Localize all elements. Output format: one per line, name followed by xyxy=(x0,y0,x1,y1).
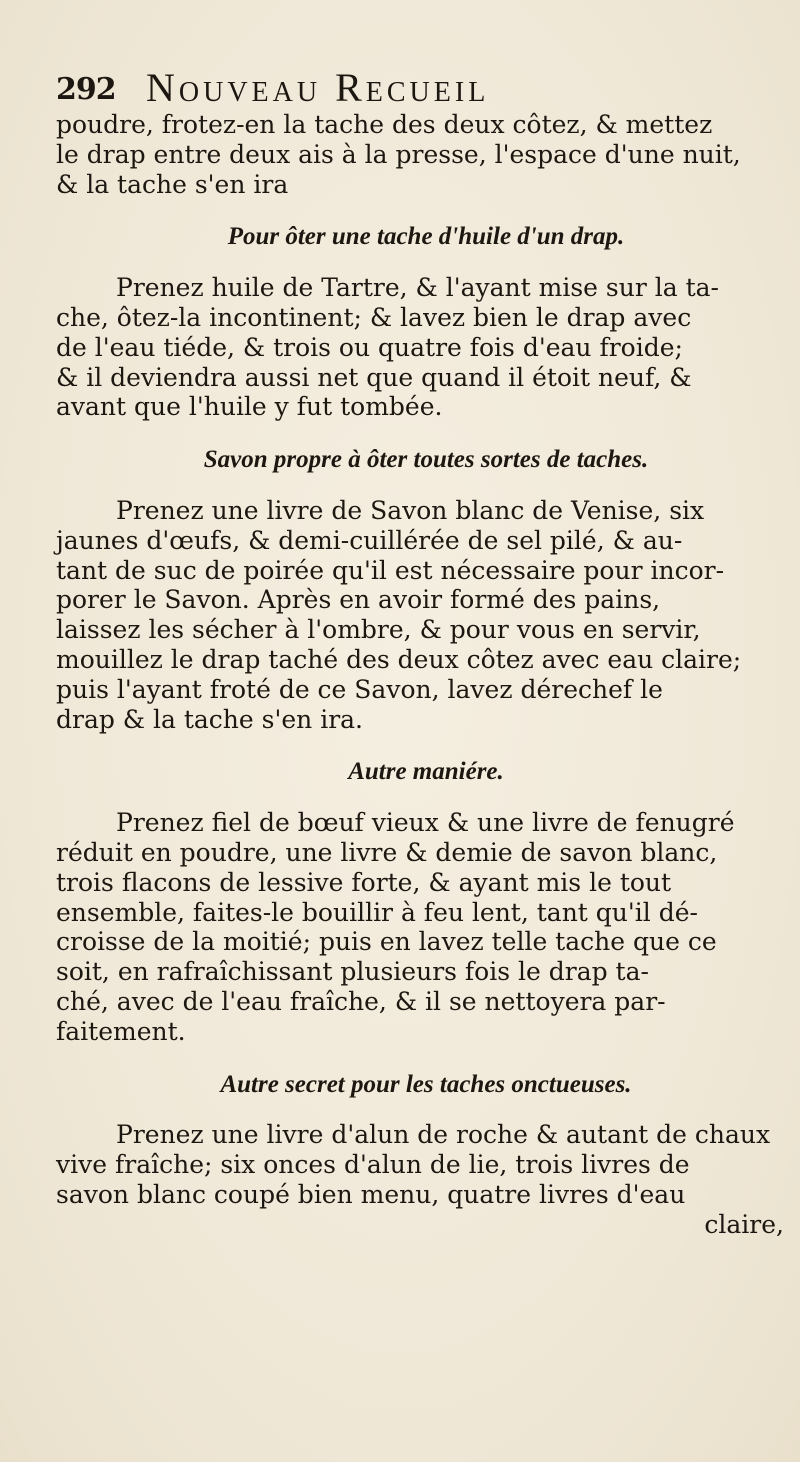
recipe-paragraph xyxy=(56,808,796,1046)
page-header xyxy=(56,64,736,110)
text-line: Prenez une livre d'alun de roche & autant de chaux xyxy=(116,1120,771,1150)
recipe-paragraph xyxy=(56,496,796,734)
recipe-paragraph xyxy=(56,1120,796,1239)
recipe-heading: Autre maniére. xyxy=(348,758,504,786)
text-line: réduit en poudre, une livre & demie de savon blanc, xyxy=(56,837,718,867)
text-line: savon blanc coupé bien menu, quatre livres d'eau xyxy=(56,1179,686,1209)
recipe-heading: Autre secret pour les taches onctueuses. xyxy=(220,1070,632,1098)
text-line: jaunes d'œufs, & demi-cuillérée de sel pilé, & au- xyxy=(56,525,683,555)
recipe-heading: Savon propre à ôter toutes sortes de taches. xyxy=(203,446,649,474)
text-line: de l'eau tiéde, & trois ou quatre fois d'eau froide; xyxy=(56,332,683,362)
text-line: & il deviendra aussi net que quand il étoit neuf, & xyxy=(56,362,692,392)
text-line: mouillez le drap taché des deux côtez avec eau claire; xyxy=(56,644,742,674)
text-line: puis l'ayant froté de ce Savon, lavez dérechef le xyxy=(56,674,663,704)
text-line: Prenez une livre de Savon blanc de Venise, six xyxy=(116,495,705,525)
text-line: croisse de la moitié; puis en lavez telle tache que ce xyxy=(56,927,717,957)
text-line: Prenez huile de Tartre, & l'ayant mise sur la ta- xyxy=(116,273,719,303)
text-line: faitement. xyxy=(56,1016,186,1046)
text-line: ché, avec de l'eau fraîche, & il se nettoyera par- xyxy=(56,986,666,1016)
paragraph-continuation xyxy=(56,110,796,199)
text-line: le drap entre deux ais à la presse, l'espace d'une nuit, xyxy=(56,139,741,169)
text-line: & la tache s'en ira xyxy=(56,169,289,199)
text-line: Prenez fiel de bœuf vieux & une livre de fenugré xyxy=(116,808,735,838)
body-text xyxy=(56,110,796,1240)
text-line: tant de suc de poirée qu'il est nécessaire pour incor- xyxy=(56,555,725,585)
text-line: laissez les sécher à l'ombre, & pour vous en servir, xyxy=(56,615,701,645)
page-number: 292 xyxy=(56,72,116,107)
recipe-paragraph xyxy=(56,273,796,422)
text-line: ensemble, faites-le bouillir à feu lent, tant qu'il dé- xyxy=(56,897,698,927)
text-line: soit, en rafraîchissant plusieurs fois le drap ta- xyxy=(56,957,649,987)
text-line: vive fraîche; six onces d'alun de lie, trois livres de xyxy=(56,1150,690,1180)
recipe-heading: Pour ôter une tache d'huile d'un drap. xyxy=(227,223,625,251)
text-line: drap & la tache s'en ira. xyxy=(56,704,363,734)
text-line: trois flacons de lessive forte, & ayant mis le tout xyxy=(56,867,672,897)
catchword: claire, xyxy=(704,1209,784,1239)
text-line: porer le Savon. Après en avoir formé des pains, xyxy=(56,585,661,615)
running-head: Nouveau Recueil xyxy=(146,65,490,110)
text-line: avant que l'huile y fut tombée. xyxy=(56,392,443,422)
text-line: poudre, frotez-en la tache des deux côtez, & mettez xyxy=(56,110,713,139)
text-line: che, ôtez-la incontinent; & lavez bien le drap avec xyxy=(56,302,692,332)
